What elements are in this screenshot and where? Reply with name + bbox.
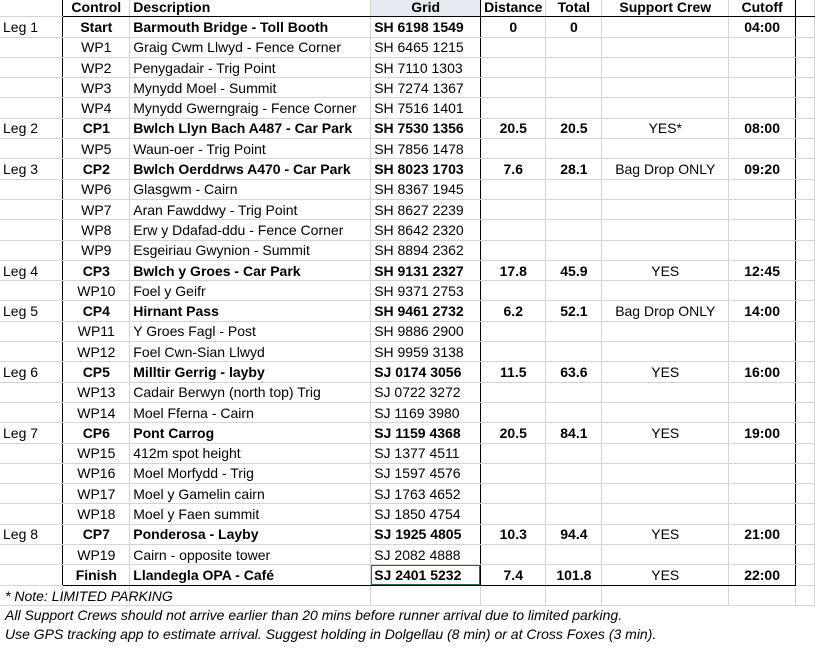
cell-description[interactable]: Mynydd Moel - Summit [130, 78, 371, 98]
cell-control[interactable]: WP1 [63, 37, 130, 57]
cell-control[interactable]: WP12 [63, 342, 130, 362]
cell-total[interactable] [546, 463, 602, 483]
empty-cell[interactable] [796, 484, 815, 504]
cell-distance[interactable]: 7.4 [481, 565, 546, 585]
cell-grid[interactable]: SJ 1597 4576 [371, 463, 481, 483]
cell-leg[interactable] [0, 78, 63, 98]
header-row [0, 0, 815, 17]
header-distance[interactable]: Distance [481, 0, 546, 17]
cell-control[interactable]: WP7 [63, 199, 130, 219]
empty-cell[interactable] [796, 524, 815, 544]
cell-grid[interactable]: SJ 0174 3056 [371, 362, 481, 382]
cell-distance[interactable] [481, 342, 546, 362]
cell-support[interactable] [602, 98, 729, 118]
cell-support[interactable] [602, 199, 729, 219]
cell-leg[interactable] [0, 321, 63, 341]
cell-grid[interactable]: SJ 1850 4754 [371, 504, 481, 524]
cell-leg[interactable]: Leg 7 [0, 423, 63, 443]
cell-leg[interactable] [0, 240, 63, 260]
empty-cell[interactable] [796, 179, 815, 199]
cell-cutoff[interactable]: 21:00 [729, 524, 796, 544]
empty-cell[interactable] [796, 281, 815, 301]
cell-total[interactable] [546, 484, 602, 504]
cell-distance[interactable] [481, 463, 546, 483]
cell-grid[interactable]: SH 9886 2900 [371, 321, 481, 341]
cell-distance[interactable] [481, 382, 546, 402]
cell-total[interactable]: 84.1 [546, 423, 602, 443]
cell-description[interactable]: Moel Morfydd - Trig [130, 463, 371, 483]
cell-distance[interactable] [481, 504, 546, 524]
table-row [0, 220, 815, 240]
cell-grid[interactable]: SJ 2082 4888 [371, 545, 481, 565]
cell-leg[interactable] [0, 179, 63, 199]
cell-distance[interactable] [481, 139, 546, 159]
cell-total[interactable] [546, 78, 602, 98]
cell-control[interactable]: WP19 [63, 545, 130, 565]
cell-grid[interactable]: SJ 0722 3272 [371, 382, 481, 402]
table-row [0, 484, 815, 504]
cell-control[interactable]: CP1 [63, 118, 130, 138]
cell-description[interactable]: Cadair Berwyn (north top) Trig [130, 382, 371, 402]
cell-total[interactable] [546, 57, 602, 77]
table-row [0, 463, 815, 483]
cell-distance[interactable] [481, 220, 546, 240]
cell-description[interactable]: Ponderosa - Layby [130, 524, 371, 544]
cell-support[interactable]: YES* [602, 118, 729, 138]
cell-description[interactable]: 412m spot height [130, 443, 371, 463]
cell-total[interactable] [546, 281, 602, 301]
note-support-crews[interactable]: All Support Crews should not arrive earlier than 20 mins before runner arrival due to limited parking. [5, 607, 623, 623]
table-row [0, 139, 815, 159]
header-cutoff[interactable]: Cutoff [729, 0, 796, 17]
cell-distance[interactable] [481, 98, 546, 118]
cell-grid[interactable]: SJ 1377 4511 [371, 443, 481, 463]
cell-leg[interactable]: Leg 4 [0, 260, 63, 280]
empty-cell[interactable] [796, 159, 815, 179]
cell-total[interactable] [546, 37, 602, 57]
cell-cutoff[interactable] [729, 139, 796, 159]
table-row [0, 362, 815, 382]
cell-total[interactable] [546, 402, 602, 422]
cell-cutoff[interactable] [729, 57, 796, 77]
cell-control[interactable]: CP4 [63, 301, 130, 321]
table-row [0, 443, 815, 463]
empty-cell[interactable] [796, 78, 815, 98]
cell-total[interactable] [546, 443, 602, 463]
cell-cutoff[interactable] [729, 199, 796, 219]
cell-leg[interactable]: Leg 6 [0, 362, 63, 382]
cell-total[interactable] [546, 382, 602, 402]
cell-distance[interactable] [481, 240, 546, 260]
cell-description[interactable]: Cairn - opposite tower [130, 545, 371, 565]
cell-description[interactable]: Foel y Geifr [130, 281, 371, 301]
empty-cell[interactable] [796, 57, 815, 77]
cell-control[interactable]: WP9 [63, 240, 130, 260]
cell-distance[interactable]: 6.2 [481, 301, 546, 321]
cell-description[interactable]: Aran Fawddwy - Trig Point [130, 199, 371, 219]
cell-leg[interactable]: Leg 5 [0, 301, 63, 321]
table-row [0, 37, 815, 57]
cell-support[interactable] [602, 17, 729, 37]
cell-leg[interactable] [0, 98, 63, 118]
cell-control[interactable]: WP3 [63, 78, 130, 98]
cell-support[interactable]: YES [602, 423, 729, 443]
cell-grid[interactable]: SJ 1159 4368 [371, 423, 481, 443]
empty-cell[interactable] [796, 37, 815, 57]
table-row [0, 402, 815, 422]
table-row [0, 321, 815, 341]
table-row [0, 78, 815, 98]
cell-description[interactable]: Milltir Gerrig - layby [130, 362, 371, 382]
cell-total[interactable] [546, 240, 602, 260]
cell-control[interactable]: WP5 [63, 139, 130, 159]
cell-leg[interactable] [0, 484, 63, 504]
cell-grid[interactable]: SH 7110 1303 [371, 57, 481, 77]
table-row [0, 301, 815, 321]
cell-description[interactable]: Glasgwm - Cairn [130, 179, 371, 199]
cell-total[interactable] [546, 98, 602, 118]
cell-control[interactable]: WP14 [63, 402, 130, 422]
header-leg[interactable] [0, 0, 63, 17]
empty-cell[interactable] [796, 423, 815, 443]
cell-description[interactable]: Waun-oer - Trig Point [130, 139, 371, 159]
cell-support[interactable] [602, 443, 729, 463]
table-row [0, 199, 815, 219]
header-total[interactable]: Total [546, 0, 602, 17]
cell-leg[interactable]: Leg 1 [0, 17, 63, 37]
empty-cell[interactable] [796, 118, 815, 138]
cell-leg[interactable] [0, 382, 63, 402]
cell-control[interactable]: CP2 [63, 159, 130, 179]
table-row [0, 17, 815, 37]
cell-description[interactable]: Moel y Faen summit [130, 504, 371, 524]
empty-cell[interactable] [796, 98, 815, 118]
cell-total[interactable] [546, 139, 602, 159]
cell-distance[interactable]: 20.5 [481, 118, 546, 138]
cell-description[interactable]: Pont Carrog [130, 423, 371, 443]
cell-leg[interactable] [0, 281, 63, 301]
cell-cutoff[interactable] [729, 545, 796, 565]
cell-distance[interactable]: 20.5 [481, 423, 546, 443]
cell-control[interactable]: WP4 [63, 98, 130, 118]
cell-total[interactable] [546, 220, 602, 240]
table-row [0, 423, 815, 443]
cell-cutoff[interactable] [729, 240, 796, 260]
cell-description[interactable]: Bwlch y Groes - Car Park [130, 260, 371, 280]
empty-cell[interactable] [796, 463, 815, 483]
cell-support[interactable] [602, 37, 729, 57]
cell-description[interactable]: Llandegla OPA - Café [130, 565, 371, 585]
cell-control[interactable]: CP3 [63, 260, 130, 280]
cell-support[interactable]: YES [602, 565, 729, 585]
table-row [0, 504, 815, 524]
cell-support[interactable] [602, 179, 729, 199]
table-row [0, 98, 815, 118]
cell-distance[interactable] [481, 281, 546, 301]
cell-leg[interactable] [0, 545, 63, 565]
cell-control[interactable]: WP11 [63, 321, 130, 341]
cell-leg[interactable] [0, 342, 63, 362]
cell-control[interactable]: WP8 [63, 220, 130, 240]
cell-grid[interactable]: SH 8642 2320 [371, 220, 481, 240]
cell-control[interactable]: WP16 [63, 463, 130, 483]
cell-distance[interactable]: 11.5 [481, 362, 546, 382]
cell-total[interactable]: 52.1 [546, 301, 602, 321]
cell-control[interactable]: WP15 [63, 443, 130, 463]
empty-cell[interactable] [796, 240, 815, 260]
cell-leg[interactable] [0, 57, 63, 77]
table-row [0, 240, 815, 260]
cell-total[interactable]: 0 [546, 17, 602, 37]
cell-support[interactable] [602, 463, 729, 483]
cell-distance[interactable] [481, 402, 546, 422]
cell-support[interactable] [602, 382, 729, 402]
cell-cutoff[interactable] [729, 37, 796, 57]
cell-total[interactable]: 94.4 [546, 524, 602, 544]
cell-distance[interactable] [481, 179, 546, 199]
cell-cutoff[interactable] [729, 484, 796, 504]
cell-grid[interactable]: SH 9959 3138 [371, 342, 481, 362]
cell-control[interactable]: WP6 [63, 179, 130, 199]
cell-distance[interactable] [481, 484, 546, 504]
cell-support[interactable]: YES [602, 362, 729, 382]
cell-distance[interactable] [481, 443, 546, 463]
cell-total[interactable] [546, 545, 602, 565]
cell-support[interactable] [602, 484, 729, 504]
cell-total[interactable]: 20.5 [546, 118, 602, 138]
cell-control[interactable]: CP5 [63, 362, 130, 382]
cell-cutoff[interactable] [729, 342, 796, 362]
cell-cutoff[interactable] [729, 179, 796, 199]
cell-total[interactable]: 28.1 [546, 159, 602, 179]
cell-control[interactable]: WP13 [63, 382, 130, 402]
table-row [0, 382, 815, 402]
cell-grid[interactable]: SH 8894 2362 [371, 240, 481, 260]
table-row [0, 57, 815, 77]
cell-support[interactable] [602, 321, 729, 341]
table-row [0, 281, 815, 301]
cell-cutoff[interactable]: 04:00 [729, 17, 796, 37]
cell-grid[interactable]: SH 9131 2327 [371, 260, 481, 280]
note-limited-parking[interactable]: * Note: LIMITED PARKING [5, 588, 173, 604]
header-description[interactable]: Description [130, 0, 371, 17]
cell-total[interactable]: 63.6 [546, 362, 602, 382]
cell-control[interactable]: CP7 [63, 524, 130, 544]
note-gps-tracking[interactable]: Use GPS tracking app to estimate arrival. Suggest holding in Dolgellau (8 min) or at Cross Foxes (3 min). [5, 626, 657, 642]
cell-total[interactable] [546, 504, 602, 524]
header-control[interactable]: Control [63, 0, 130, 17]
cell-distance[interactable] [481, 545, 546, 565]
cell-grid[interactable]: SH 7516 1401 [371, 98, 481, 118]
cell-description[interactable]: Bwlch Llyn Bach A487 - Car Park [130, 118, 371, 138]
table-row [0, 565, 815, 585]
cell-total[interactable] [546, 199, 602, 219]
cell-grid[interactable]: SH 6198 1549 [371, 17, 481, 37]
cell-leg[interactable]: Leg 8 [0, 524, 63, 544]
cell-leg[interactable]: Leg 2 [0, 118, 63, 138]
cell-control[interactable]: Finish [63, 565, 130, 585]
cell-leg[interactable] [0, 443, 63, 463]
cell-support[interactable] [602, 78, 729, 98]
cell-cutoff[interactable] [729, 504, 796, 524]
table-row [0, 545, 815, 565]
cell-support[interactable] [602, 545, 729, 565]
header-grid[interactable]: Grid [371, 0, 481, 17]
cell-control[interactable]: WP17 [63, 484, 130, 504]
cell-description[interactable]: Erw y Ddafad-ddu - Fence Corner [130, 220, 371, 240]
cell-distance[interactable]: 0 [481, 17, 546, 37]
cell-support[interactable] [602, 220, 729, 240]
cell-cutoff[interactable] [729, 463, 796, 483]
table-row [0, 159, 815, 179]
cell-total[interactable] [546, 179, 602, 199]
empty-cell[interactable] [796, 199, 815, 219]
cell-cutoff[interactable]: 16:00 [729, 362, 796, 382]
cell-cutoff[interactable] [729, 281, 796, 301]
cell-cutoff[interactable] [729, 382, 796, 402]
empty-cell[interactable] [796, 402, 815, 422]
cell-support[interactable] [602, 139, 729, 159]
cell-cutoff[interactable] [729, 98, 796, 118]
cell-distance[interactable]: 7.6 [481, 159, 546, 179]
cell-grid[interactable]: SH 8023 1703 [371, 159, 481, 179]
cell-support[interactable]: YES [602, 260, 729, 280]
table-row [0, 260, 815, 280]
cell-control[interactable]: WP2 [63, 57, 130, 77]
cell-grid[interactable]: SJ 1925 4805 [371, 524, 481, 544]
cell-description[interactable]: Bwlch Oerddrws A470 - Car Park [130, 159, 371, 179]
cell-description[interactable]: Moel Fferna - Cairn [130, 402, 371, 422]
cell-grid[interactable]: SH 7856 1478 [371, 139, 481, 159]
cell-grid[interactable]: SJ 2401 5232 [371, 565, 481, 585]
cell-leg[interactable] [0, 504, 63, 524]
cell-support[interactable] [602, 240, 729, 260]
table-row [0, 179, 815, 199]
cell-distance[interactable] [481, 199, 546, 219]
cell-grid[interactable]: SH 7274 1367 [371, 78, 481, 98]
cell-cutoff[interactable]: 12:45 [729, 260, 796, 280]
cell-distance[interactable]: 10.3 [481, 524, 546, 544]
cell-support[interactable] [602, 402, 729, 422]
cell-total[interactable] [546, 321, 602, 341]
empty-cell[interactable] [796, 0, 815, 17]
empty-cell[interactable] [796, 362, 815, 382]
cell-distance[interactable]: 17.8 [481, 260, 546, 280]
cell-cutoff[interactable] [729, 402, 796, 422]
cell-control[interactable]: Start [63, 17, 130, 37]
cell-leg[interactable] [0, 37, 63, 57]
empty-cell[interactable] [796, 545, 815, 565]
cell-description[interactable]: Moel y Gamelin cairn [130, 484, 371, 504]
cell-description[interactable]: Penygadair - Trig Point [130, 57, 371, 77]
cell-grid[interactable]: SH 9461 2732 [371, 301, 481, 321]
empty-cell[interactable] [796, 17, 815, 37]
cell-cutoff[interactable]: 14:00 [729, 301, 796, 321]
cell-cutoff[interactable] [729, 220, 796, 240]
cell-control[interactable]: WP18 [63, 504, 130, 524]
cell-leg[interactable] [0, 463, 63, 483]
cell-cutoff[interactable] [729, 78, 796, 98]
cell-support[interactable] [602, 504, 729, 524]
table-row [0, 118, 815, 138]
cell-description[interactable]: Y Groes Fagl - Post [130, 321, 371, 341]
cell-leg[interactable] [0, 139, 63, 159]
cell-description[interactable]: Hirnant Pass [130, 301, 371, 321]
cell-total[interactable]: 101.8 [546, 565, 602, 585]
cell-distance[interactable] [481, 78, 546, 98]
empty-cell[interactable] [796, 382, 815, 402]
cell-total[interactable] [546, 342, 602, 362]
cell-distance[interactable] [481, 57, 546, 77]
empty-cell[interactable] [796, 342, 815, 362]
cell-leg[interactable] [0, 220, 63, 240]
cell-leg[interactable] [0, 402, 63, 422]
cell-support[interactable]: YES [602, 524, 729, 544]
cell-description[interactable]: Foel Cwn-Sian Llwyd [130, 342, 371, 362]
cell-grid[interactable]: SH 7530 1356 [371, 118, 481, 138]
cell-leg[interactable] [0, 199, 63, 219]
cell-description[interactable]: Graig Cwm Llwyd - Fence Corner [130, 37, 371, 57]
cell-description[interactable]: Esgeiriau Gwynion - Summit [130, 240, 371, 260]
cell-control[interactable]: CP6 [63, 423, 130, 443]
cell-support[interactable]: Bag Drop ONLY [602, 301, 729, 321]
cell-leg[interactable]: Leg 3 [0, 159, 63, 179]
cell-support[interactable]: Bag Drop ONLY [602, 159, 729, 179]
table-row [0, 342, 815, 362]
cell-description[interactable]: Mynydd Gwerngraig - Fence Corner [130, 98, 371, 118]
cell-grid[interactable]: SH 8367 1945 [371, 179, 481, 199]
header-support-crew[interactable]: Support Crew [602, 0, 729, 17]
cell-support[interactable] [602, 57, 729, 77]
cell-grid[interactable]: SH 8627 2239 [371, 199, 481, 219]
cell-grid[interactable]: SJ 1763 4652 [371, 484, 481, 504]
cell-grid[interactable]: SH 6465 1215 [371, 37, 481, 57]
empty-cell[interactable] [796, 220, 815, 240]
cell-cutoff[interactable]: 08:00 [729, 118, 796, 138]
notes-section [5, 587, 805, 644]
cell-cutoff[interactable]: 09:20 [729, 159, 796, 179]
cell-cutoff[interactable]: 19:00 [729, 423, 796, 443]
cell-description[interactable]: Barmouth Bridge - Toll Booth [130, 17, 371, 37]
empty-cell[interactable] [796, 301, 815, 321]
cell-cutoff[interactable] [729, 321, 796, 341]
cell-grid[interactable]: SJ 1169 3980 [371, 402, 481, 422]
empty-cell[interactable] [796, 139, 815, 159]
cell-distance[interactable] [481, 37, 546, 57]
table-row [0, 524, 815, 544]
empty-cell[interactable] [796, 443, 815, 463]
cell-cutoff[interactable]: 22:00 [729, 565, 796, 585]
empty-cell[interactable] [796, 565, 815, 585]
cell-cutoff[interactable] [729, 443, 796, 463]
cell-distance[interactable] [481, 321, 546, 341]
empty-cell[interactable] [796, 321, 815, 341]
cell-support[interactable] [602, 342, 729, 362]
cell-total[interactable]: 45.9 [546, 260, 602, 280]
cell-support[interactable] [602, 281, 729, 301]
empty-cell[interactable] [796, 504, 815, 524]
cell-grid[interactable]: SH 9371 2753 [371, 281, 481, 301]
cell-leg[interactable] [0, 565, 63, 585]
empty-cell[interactable] [796, 260, 815, 280]
cell-control[interactable]: WP10 [63, 281, 130, 301]
